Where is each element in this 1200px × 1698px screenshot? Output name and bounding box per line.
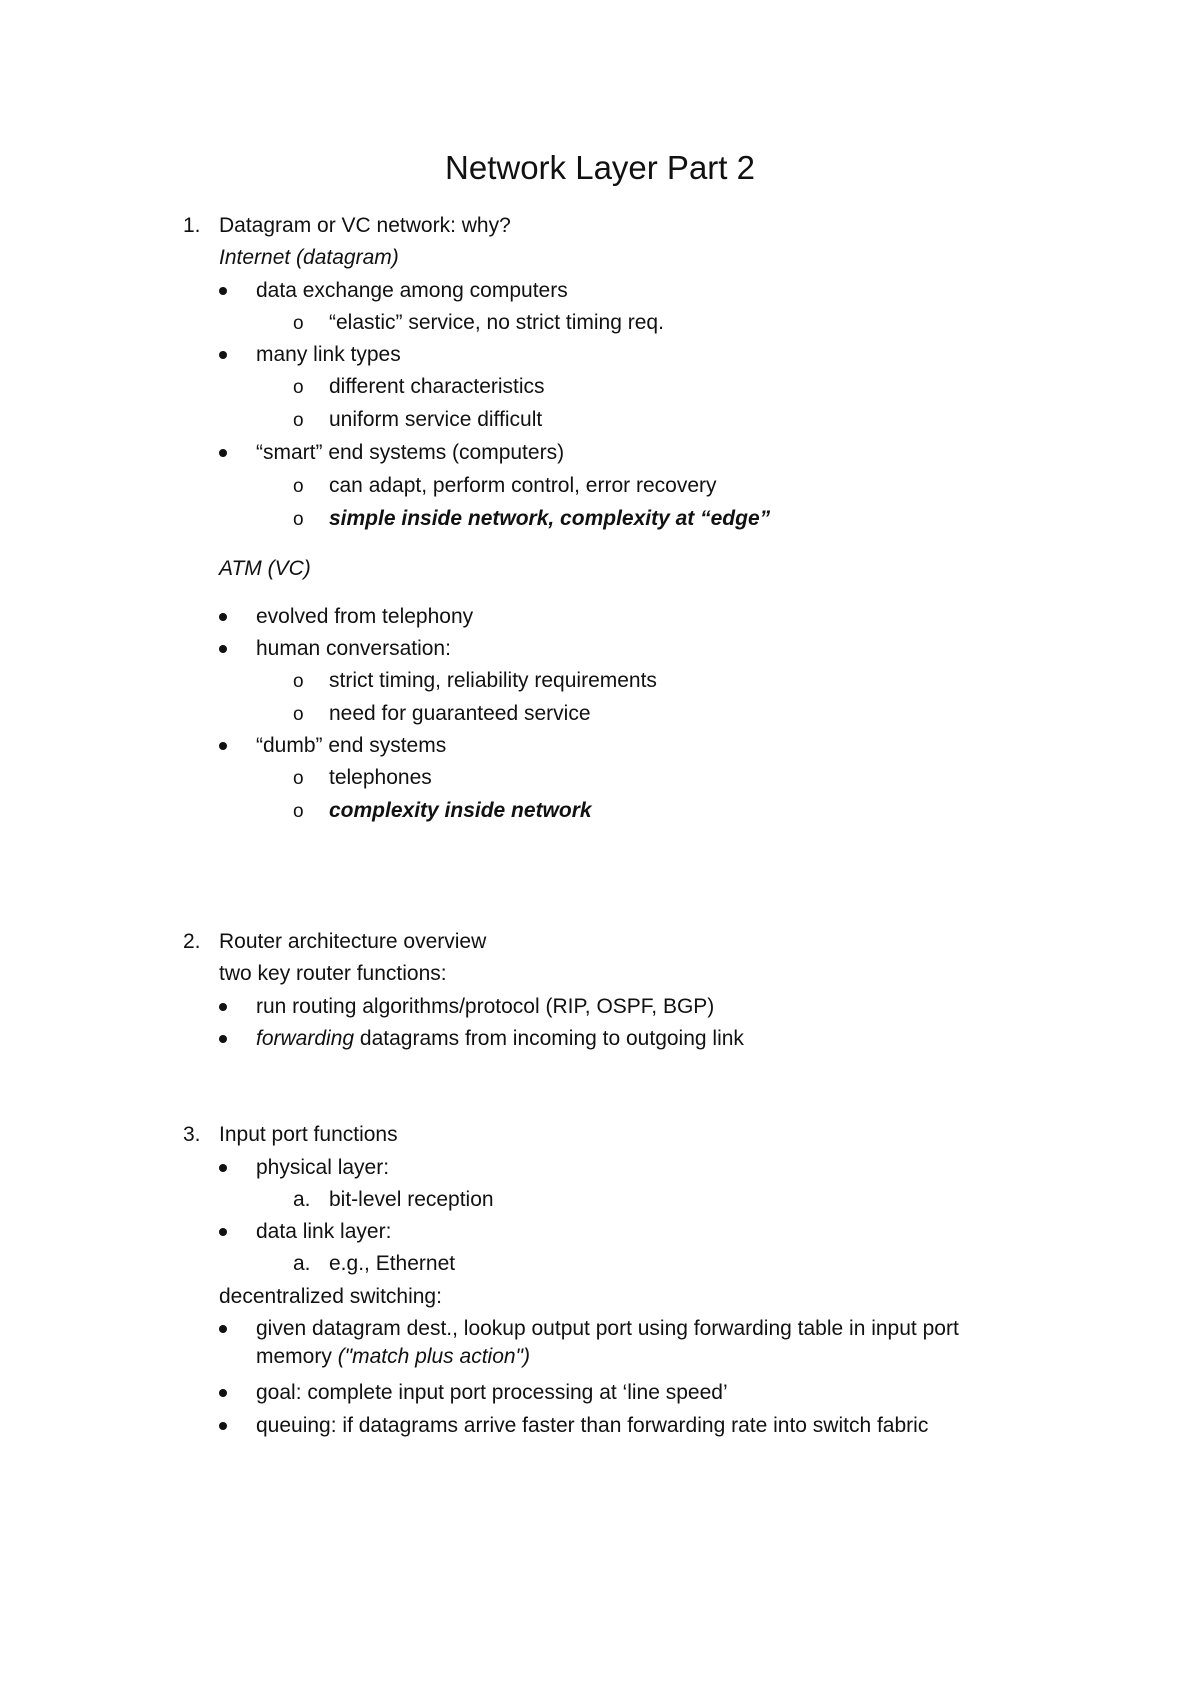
list-item: “smart” end systems (computers) bbox=[256, 441, 565, 464]
sub-bullet-icon: o bbox=[293, 509, 304, 530]
bullet-icon bbox=[219, 645, 227, 653]
list-item: queuing: if datagrams arrive faster than forwarding rate into switch fabric bbox=[256, 1414, 929, 1437]
list-letter: a. bbox=[293, 1188, 311, 1211]
bullet-icon bbox=[219, 1228, 227, 1236]
list-item: complexity inside network bbox=[329, 799, 592, 822]
sub-bullet-icon: o bbox=[293, 476, 304, 497]
list-item: simple inside network, complexity at “edge” bbox=[329, 507, 771, 530]
bullet-icon bbox=[219, 1035, 227, 1043]
section-number: 3. bbox=[183, 1123, 201, 1146]
subsection-label: ATM (VC) bbox=[219, 557, 311, 580]
sub-bullet-icon: o bbox=[293, 410, 304, 431]
bullet-icon bbox=[219, 1422, 227, 1430]
list-item: can adapt, perform control, error recovery bbox=[329, 474, 717, 497]
list-letter: a. bbox=[293, 1252, 311, 1275]
list-item: “elastic” service, no strict timing req. bbox=[329, 311, 664, 334]
list-item: different characteristics bbox=[329, 375, 545, 398]
sub-bullet-icon: o bbox=[293, 671, 304, 692]
list-item: human conversation: bbox=[256, 637, 451, 660]
list-item: bit-level reception bbox=[329, 1188, 494, 1211]
bullet-icon bbox=[219, 351, 227, 359]
list-item: run routing algorithms/protocol (RIP, OSPF, BGP) bbox=[256, 995, 715, 1018]
subsection-label: two key router functions: bbox=[219, 962, 447, 985]
list-item: forwarding datagrams from incoming to outgoing link bbox=[256, 1027, 744, 1050]
section-number: 1. bbox=[183, 214, 201, 237]
sub-bullet-icon: o bbox=[293, 768, 304, 789]
bullet-icon bbox=[219, 287, 227, 295]
emphasis: ("match plus action") bbox=[337, 1345, 530, 1368]
section-heading: Router architecture overview bbox=[219, 930, 487, 953]
list-item: given datagram dest., lookup output port using forwarding table in input port memory ("match plus action") bbox=[256, 1317, 959, 1368]
list-item: need for guaranteed service bbox=[329, 702, 591, 725]
bullet-icon bbox=[219, 1389, 227, 1397]
list-item: physical layer: bbox=[256, 1156, 390, 1179]
sub-bullet-icon: o bbox=[293, 704, 304, 725]
list-item: e.g., Ethernet bbox=[329, 1252, 456, 1275]
bullet-icon bbox=[219, 1003, 227, 1011]
subsection-label: Internet (datagram) bbox=[219, 246, 399, 269]
sub-bullet-icon: o bbox=[293, 801, 304, 822]
bullet-icon bbox=[219, 449, 227, 457]
list-item: data link layer: bbox=[256, 1220, 392, 1243]
bullet-icon bbox=[219, 1164, 227, 1172]
page-title: Network Layer Part 2 bbox=[445, 149, 755, 186]
bullet-icon bbox=[219, 613, 227, 621]
section-heading: Datagram or VC network: why? bbox=[219, 214, 511, 237]
emphasis: forwarding bbox=[256, 1027, 355, 1050]
sub-bullet-icon: o bbox=[293, 377, 304, 398]
list-item: strict timing, reliability requirements bbox=[329, 669, 657, 692]
list-item: “dumb” end systems bbox=[256, 734, 447, 757]
list-item: uniform service difficult bbox=[329, 408, 543, 431]
list-item: goal: complete input port processing at ‘line speed’ bbox=[256, 1381, 728, 1404]
section-number: 2. bbox=[183, 930, 201, 953]
list-item: many link types bbox=[256, 343, 401, 366]
list-item: data exchange among computers bbox=[256, 279, 568, 302]
subsection-label: decentralized switching: bbox=[219, 1285, 442, 1308]
bullet-icon bbox=[219, 1325, 227, 1333]
list-item: evolved from telephony bbox=[256, 605, 474, 628]
list-item: telephones bbox=[329, 766, 432, 789]
section-heading: Input port functions bbox=[219, 1123, 398, 1146]
sub-bullet-icon: o bbox=[293, 313, 304, 334]
bullet-icon bbox=[219, 742, 227, 750]
